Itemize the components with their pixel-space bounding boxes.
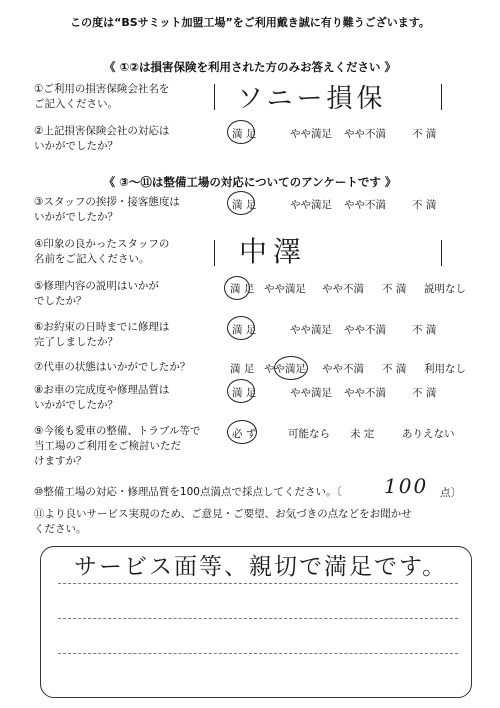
selection-circle-q3 [227, 191, 255, 215]
answer-field-staff[interactable] [214, 235, 442, 268]
option-q7-not-used[interactable]: 利用なし [424, 363, 466, 375]
selection-circle-q6 [227, 316, 255, 340]
option-q8-satisfied[interactable]: 満 足 [232, 387, 257, 399]
question-2: ②上記損害保険会社の対応は いかがでしたか？ [34, 125, 170, 152]
option-q7-somewhat-satisfied[interactable]: やや満足 [264, 363, 306, 375]
question-4: ④印象の良かったスタッフの 名前をご記入ください。 [34, 238, 170, 265]
option-q9-undecided[interactable]: 未 定 [350, 428, 375, 440]
option-q8-somewhat-satisfied[interactable]: やや満足 [290, 387, 332, 399]
option-q7-dissatisfied[interactable]: 不 満 [382, 363, 407, 375]
option-q6-satisfied[interactable]: 満 足 [232, 324, 257, 336]
option-q5-no-explanation[interactable]: 説明なし [424, 283, 466, 295]
option-q3-somewhat-dissatisfied[interactable]: やや不満 [344, 199, 386, 211]
section-heading-garage: 《 ③〜⑪は整備工場の対応についてのアンケートです 》 [103, 175, 397, 189]
selection-circle-q7 [274, 356, 308, 380]
option-q6-dissatisfied[interactable]: 不 満 [412, 324, 437, 336]
selection-circle-q2 [227, 120, 255, 144]
page-title: この度は“BSサミット加盟工場”をご利用戴き誠に有り難うございます。 [70, 16, 430, 29]
section-heading-insurance: 《 ①②は損害保険を利用された方のみお答えください 》 [104, 60, 396, 74]
option-q7-somewhat-dissatisfied[interactable]: やや不満 [322, 363, 364, 375]
option-q2-somewhat-dissatisfied[interactable]: やや不満 [344, 128, 386, 140]
question-8: ⑧お車の完成度や修理品質は いかがでしたか？ [34, 384, 170, 411]
question-6: ⑥お約束の日時までに修理は 完了しましたか？ [34, 321, 170, 348]
question-3: ③スタッフの挨拶・接客態度は いかがでしたか？ [34, 196, 180, 223]
question-11: ⑪より良いサービス実現のため、ご意見・ご要望、お気づきの点などをお聞かせ ください。 [34, 508, 412, 535]
comment-line-2 [58, 618, 458, 619]
option-q9-if-possible[interactable]: 可能なら [288, 428, 330, 440]
option-q5-satisfied[interactable]: 満 足 [230, 283, 255, 295]
handwritten-staff: 中澤 [239, 235, 308, 268]
option-q2-somewhat-satisfied[interactable]: やや満足 [290, 128, 332, 140]
option-q5-somewhat-dissatisfied[interactable]: やや不満 [322, 283, 364, 295]
comment-line-3 [58, 653, 458, 654]
option-q2-satisfied[interactable]: 満 足 [232, 128, 257, 140]
selection-circle-q9 [227, 420, 257, 444]
comment-line-1 [58, 583, 458, 584]
option-q2-dissatisfied[interactable]: 不 満 [412, 128, 437, 140]
option-q8-somewhat-dissatisfied[interactable]: やや不満 [344, 387, 386, 399]
option-q7-satisfied[interactable]: 満 足 [230, 363, 255, 375]
question-5: ⑤修理内容の説明はいかが でしたか？ [34, 280, 159, 307]
selection-circle-q8 [227, 379, 255, 403]
question-10: ⑩整備工場の対応・修理品質を100点満点で採点してください。〔 [34, 486, 342, 498]
option-q9-definitely[interactable]: 必 ず [232, 428, 257, 440]
option-q6-somewhat-satisfied[interactable]: やや満足 [290, 324, 332, 336]
option-q5-somewhat-satisfied[interactable]: やや満足 [264, 283, 306, 295]
selection-circle-q5 [224, 276, 250, 300]
handwritten-insurer: ソニー損保 [237, 84, 387, 114]
option-q8-dissatisfied[interactable]: 不 満 [412, 387, 437, 399]
answer-field-insurer[interactable] [214, 84, 442, 114]
score-unit: 点〕 [440, 487, 461, 499]
option-q9-unlikely[interactable]: ありえない [402, 428, 455, 440]
option-q5-dissatisfied[interactable]: 不 満 [382, 283, 407, 295]
handwritten-comment: サービス面等、親切で満足です。 [74, 554, 448, 580]
question-9: ⑨今後も愛車の整備、トラブル等で 当工場のご利用をご検討いただ けますか？ [34, 425, 201, 467]
handwritten-score[interactable]: 100 [384, 474, 429, 498]
option-q3-satisfied[interactable]: 満 足 [232, 199, 257, 211]
option-q3-dissatisfied[interactable]: 不 満 [412, 199, 437, 211]
option-q3-somewhat-satisfied[interactable]: やや満足 [290, 199, 332, 211]
question-1: ①ご利用の損害保険会社名を ご記入ください。 [34, 83, 170, 110]
question-7: ⑦代車の状態はいかがでしたか？ [34, 361, 191, 373]
option-q6-somewhat-dissatisfied[interactable]: やや不満 [344, 324, 386, 336]
